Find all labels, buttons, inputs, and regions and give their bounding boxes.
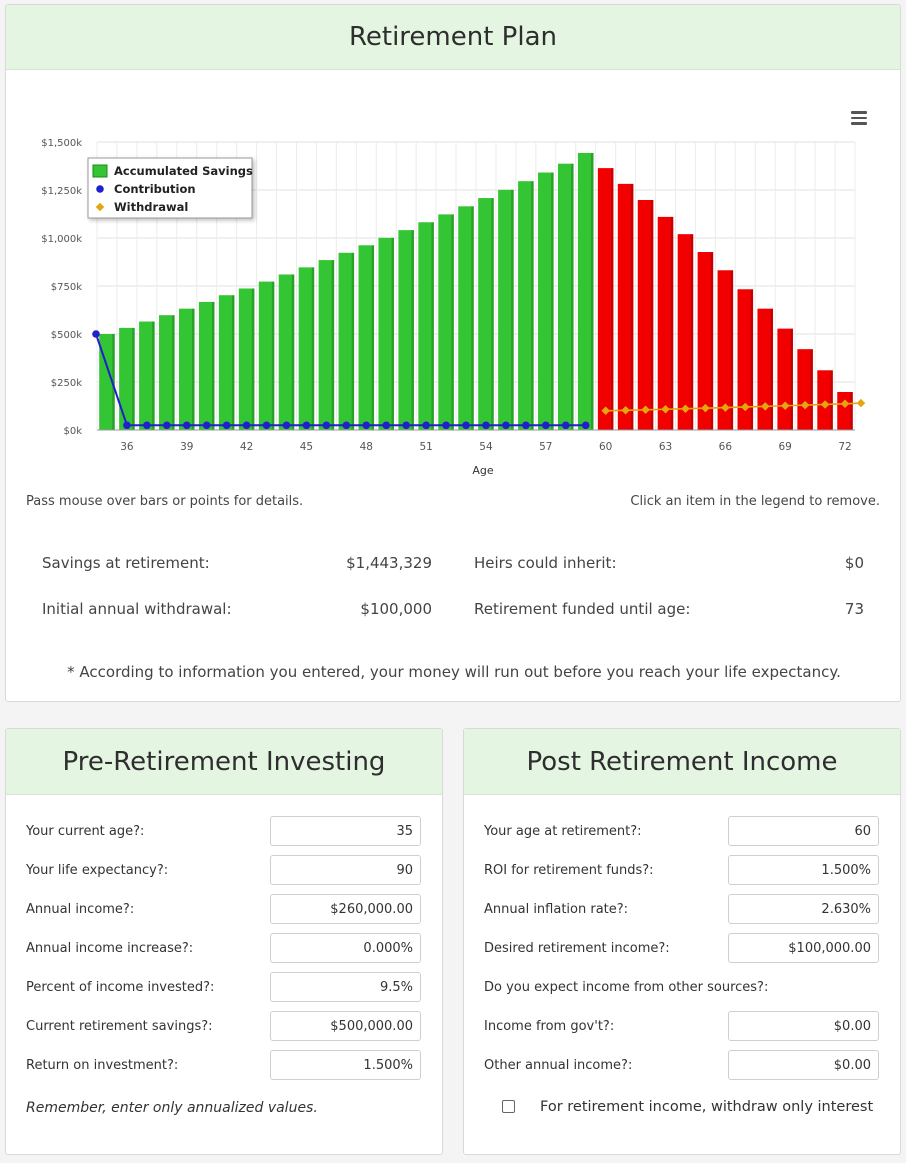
x-tick-label: 66 [718, 441, 733, 453]
contribution-point[interactable] [143, 421, 151, 429]
x-tick-label: 69 [778, 441, 792, 453]
panel-header [6, 729, 442, 795]
bar-shade [771, 309, 774, 430]
bar-shade [731, 270, 734, 430]
x-tick-label: 57 [539, 441, 553, 453]
x-tick-label: 51 [419, 441, 433, 453]
savings-at-retirement-value: $1,443,329 [346, 554, 432, 572]
withdraw-interest-label: For retirement income, withdraw only interest [540, 1099, 874, 1115]
y-tick-label: $250k [50, 378, 82, 389]
contribution-point[interactable] [203, 421, 211, 429]
bar-shade [790, 329, 793, 430]
contribution-point[interactable] [502, 421, 510, 429]
retirement-plan-panel [5, 4, 901, 702]
bar-shade [272, 282, 275, 430]
x-tick-label: 60 [598, 441, 613, 453]
bar-shade [212, 302, 215, 430]
x-tick-label: 45 [299, 441, 314, 453]
legend-savings-swatch [93, 165, 107, 177]
income-increase-input[interactable] [270, 933, 421, 963]
heirs-inherit-value: $0 [844, 554, 864, 572]
chart-menu-icon[interactable] [851, 111, 867, 125]
withdraw-interest-checkbox[interactable] [502, 1100, 515, 1113]
contribution-point[interactable] [323, 421, 331, 429]
contribution-point[interactable] [263, 421, 271, 429]
current-savings-label: Current retirement savings?: [26, 1019, 213, 1034]
y-tick-label: $1,250k [41, 186, 82, 197]
x-tick-label: 42 [239, 441, 254, 453]
bar-shade [531, 181, 534, 430]
panel-title: Pre-Retirement Investing [62, 746, 386, 777]
bar-shade [451, 214, 454, 430]
contribution-point[interactable] [163, 421, 171, 429]
bar-shade [411, 230, 414, 430]
annualized-note: Remember, enter only annualized values. [26, 1100, 318, 1116]
bar-shade [431, 222, 434, 430]
contribution-point[interactable] [243, 421, 251, 429]
return-on-investment-input[interactable] [270, 1050, 421, 1080]
contribution-point[interactable] [92, 330, 100, 338]
life-expectancy-input[interactable] [270, 855, 421, 885]
bar-shade [192, 309, 195, 430]
annual-income-label: Annual income?: [26, 902, 135, 917]
panel-title: Retirement Plan [349, 22, 557, 52]
return-on-investment-label: Return on investment?: [26, 1058, 179, 1073]
contribution-point[interactable] [183, 421, 191, 429]
current-age-label: Your current age?: [26, 824, 145, 839]
contribution-point[interactable] [283, 421, 291, 429]
contribution-point[interactable] [422, 421, 430, 429]
bar-shade [152, 322, 155, 430]
legend-savings-label[interactable]: Accumulated Savings [114, 164, 253, 178]
retirement-roi-label: ROI for retirement funds?: [484, 863, 654, 878]
initial-withdrawal-value: $100,000 [360, 600, 432, 618]
withdrawal-point[interactable] [857, 399, 865, 407]
bar-shade [491, 198, 494, 430]
y-tick-label: $1,500k [41, 138, 82, 149]
gov-income-input[interactable] [728, 1011, 879, 1041]
contribution-point[interactable] [223, 421, 231, 429]
contribution-point[interactable] [402, 421, 410, 429]
bar-shade [312, 267, 315, 430]
bar-shade [132, 328, 135, 430]
bar-shade [671, 217, 674, 430]
contribution-point[interactable] [542, 421, 550, 429]
contribution-point[interactable] [303, 421, 311, 429]
bar-shade [850, 392, 853, 430]
bar-shade [691, 234, 694, 430]
bar-shade [172, 315, 175, 430]
hover-hint: Pass mouse over bars or points for details. [26, 494, 304, 509]
bar-shade [591, 153, 594, 430]
contribution-point[interactable] [582, 421, 590, 429]
contribution-point[interactable] [123, 421, 131, 429]
contribution-point[interactable] [462, 421, 470, 429]
x-axis-title: Age [472, 464, 494, 477]
desired-income-input[interactable] [728, 933, 879, 963]
retirement-age-input[interactable] [728, 816, 879, 846]
panel-header [6, 5, 900, 70]
legend-hint: Click an item in the legend to remove. [630, 494, 880, 509]
percent-invested-label: Percent of income invested?: [26, 980, 215, 995]
contribution-point[interactable] [522, 421, 530, 429]
income-increase-label: Annual income increase?: [26, 941, 194, 956]
bar-shade [372, 245, 375, 430]
funded-until-value: 73 [844, 600, 864, 618]
y-tick-label: $1,000k [41, 234, 82, 245]
savings-at-retirement-label: Savings at retirement: [42, 554, 210, 572]
panel-header [464, 729, 900, 795]
bar-shade [252, 288, 255, 430]
y-tick-label: $0k [63, 426, 82, 437]
other-income-label: Other annual income?: [484, 1058, 633, 1073]
bar-shade [292, 274, 295, 430]
initial-withdrawal-label: Initial annual withdrawal: [42, 600, 232, 618]
contribution-point[interactable] [343, 421, 351, 429]
bar-shade [232, 295, 235, 430]
life-expectancy-label: Your life expectancy?: [26, 863, 169, 878]
y-tick-label: $750k [50, 282, 82, 293]
contribution-point[interactable] [562, 421, 570, 429]
bar-shade [392, 238, 395, 430]
bar-shade [711, 252, 714, 430]
annual-income-input[interactable] [270, 894, 421, 924]
bar-shade [751, 289, 754, 430]
legend-contribution-label[interactable]: Contribution [114, 182, 196, 196]
x-tick-label: 48 [359, 441, 373, 453]
inflation-rate-label: Annual inflation rate?: [484, 902, 629, 917]
inflation-rate-input[interactable] [728, 894, 879, 924]
bar-shade [830, 370, 833, 430]
bar-shade [631, 184, 634, 430]
contribution-point[interactable] [362, 421, 370, 429]
gov-income-label: Income from gov't?: [484, 1019, 615, 1034]
x-tick-label: 39 [180, 441, 194, 453]
bar-shade [332, 260, 335, 430]
current-savings-input[interactable] [270, 1011, 421, 1041]
retirement-roi-input[interactable] [728, 855, 879, 885]
retirement-age-label: Your age at retirement?: [484, 824, 642, 839]
current-age-input[interactable] [270, 816, 421, 846]
heirs-inherit-label: Heirs could inherit: [474, 554, 617, 572]
other-income-input[interactable] [728, 1050, 879, 1080]
bar-shade [611, 168, 614, 430]
bar-shade [551, 173, 554, 430]
y-tick-label: $500k [50, 330, 82, 341]
bar-shade [471, 206, 474, 430]
pre-retirement-panel [5, 728, 443, 1155]
bar-shade [571, 164, 574, 430]
desired-income-label: Desired retirement income?: [484, 941, 670, 956]
legend-contribution-marker [96, 185, 104, 193]
post-retirement-panel [463, 728, 901, 1155]
x-tick-label: 54 [479, 441, 493, 453]
other-sources-question: Do you expect income from other sources?: [484, 980, 769, 995]
x-tick-label: 72 [838, 441, 852, 453]
contribution-point[interactable] [442, 421, 450, 429]
funded-until-label: Retirement funded until age: [474, 600, 691, 618]
panel-title: Post Retirement Income [526, 746, 838, 777]
legend-withdrawal-label[interactable]: Withdrawal [114, 200, 189, 214]
chart[interactable] [6, 71, 902, 481]
warning-message: * According to information you entered, your money will run out before you reach your life expectancy. [67, 663, 841, 681]
bar-shade [511, 190, 514, 430]
percent-invested-input[interactable] [270, 972, 421, 1002]
x-tick-label: 63 [658, 441, 673, 453]
contribution-point[interactable] [382, 421, 390, 429]
bar-shade [651, 200, 654, 430]
x-tick-label: 36 [120, 441, 134, 453]
bar-shade [810, 349, 813, 430]
bar-shade [352, 253, 355, 430]
contribution-point[interactable] [482, 421, 490, 429]
